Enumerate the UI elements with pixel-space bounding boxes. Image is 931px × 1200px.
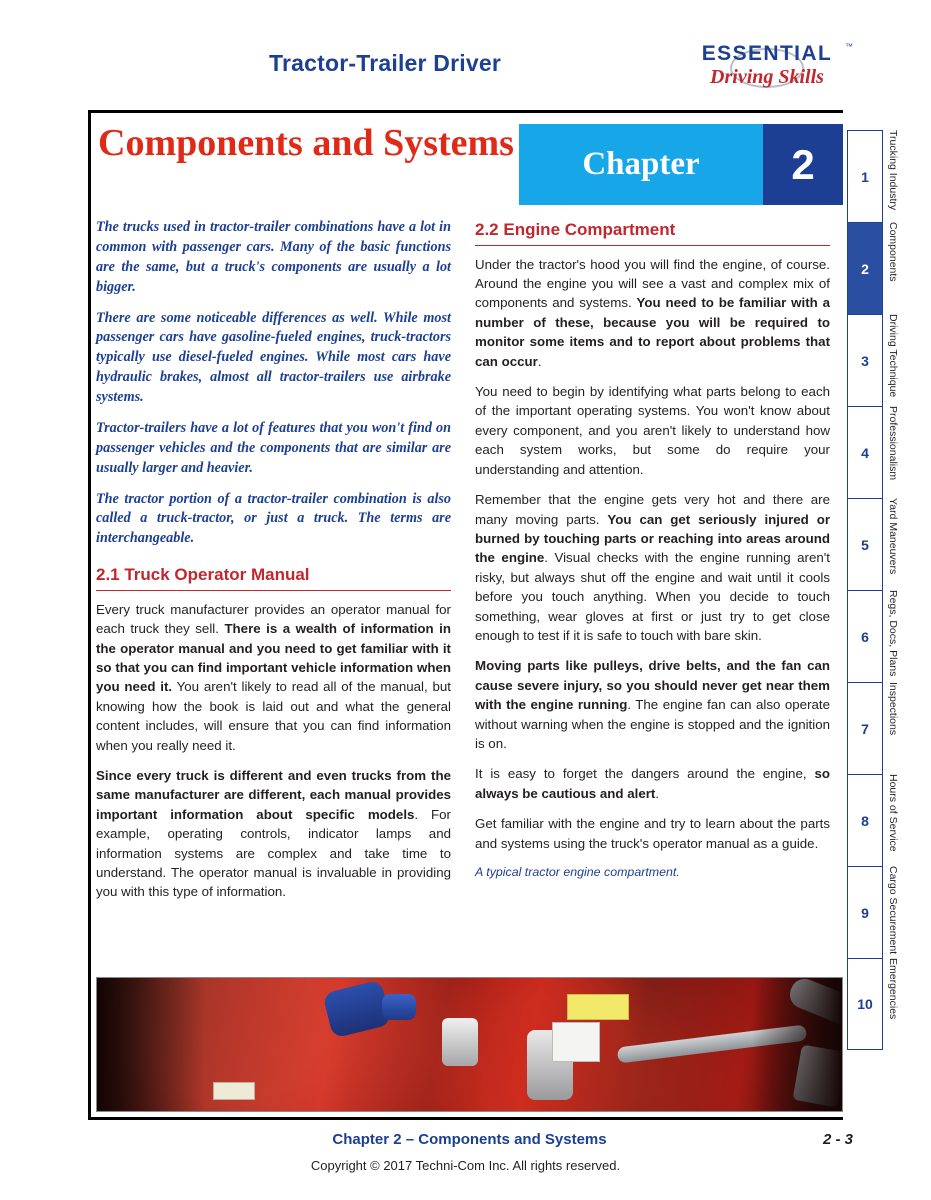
chapter-tab-number: 8 [861, 812, 869, 829]
page-title: Components and Systems [98, 122, 514, 164]
chapter-tab-label: Inspections [887, 682, 899, 736]
left-margin-rule [88, 110, 91, 1120]
logo-driving-skills-text: Driving Skills [710, 66, 824, 88]
footer-divider [88, 1117, 843, 1120]
chapter-tab-label: Driving Technique [887, 314, 899, 398]
chapter-tab-number: 3 [861, 352, 869, 369]
chapter-tab-label: Hours of Service [887, 774, 899, 852]
intro-paragraph: The tractor portion of a tractor-trailer combination is also called a truck-tractor, or just a truck. The terms are interchangeable. [96, 490, 451, 547]
chapter-tab[interactable] [847, 774, 883, 866]
chapter-tab-label: Regs, Docs, Plans [887, 590, 899, 677]
photo-reservoir-small [442, 1018, 478, 1066]
logo-trademark: ™ [845, 42, 853, 51]
logo-essential-text: ESSENTIAL [701, 42, 833, 65]
chapter-tab-label: Professionalism [887, 406, 899, 481]
photo-white-label [552, 1022, 600, 1062]
chapter-tab-number: 10 [857, 996, 873, 1012]
chapter-tab-label: Trucking Industry [887, 130, 899, 211]
figure-caption: A typical tractor engine compartment. [475, 865, 680, 880]
section-heading-2-1: 2.1 Truck Operator Manual [96, 565, 310, 585]
engine-compartment-photo [96, 977, 843, 1112]
body-paragraph: You need to begin by identifying what parts belong to each of the important operating systems. You won't know about every component, and you aren't likely to understand how each system works, but some do require your understanding and attention. [475, 384, 830, 477]
chapter-tab-number: 6 [861, 628, 869, 645]
footer-chapter-title: Chapter 2 – Components and Systems [332, 1131, 607, 1148]
chapter-tab-labels [883, 130, 903, 1058]
body-paragraph: Since every truck is different and even trucks from the same manufacturer are different, each manual provides important information about specific models. For example, operating controls, indicator lamps and information systems are complex and take time to understand. The operator manual is invaluable in providing you with this type of information. [96, 768, 451, 900]
header-divider [88, 110, 843, 113]
chapter-tab[interactable] [847, 130, 883, 222]
left-column [96, 218, 451, 913]
chapter-tab[interactable] [847, 222, 883, 314]
body-paragraph: It is easy to forget the dangers around the engine, so always be cautious and alert. [475, 766, 830, 801]
chapter-badge [519, 124, 843, 205]
photo-yellow-label [567, 994, 629, 1020]
chapter-tab-number: 9 [861, 904, 869, 921]
photo-blue-hose-2 [382, 994, 416, 1020]
section-rule [96, 590, 451, 591]
body-paragraph: Every truck manufacturer provides an operator manual for each truck they sell. There is a wealth of information in the operator manual and you need to get familiar with it so that you can find important vehicle information when you need it. You aren't likely to read all of the manual, but knowing how the book is laid out and what the general content includes, will ensure that you can find information when you really need it. [96, 601, 451, 753]
chapter-tab[interactable] [847, 958, 883, 1050]
chapter-badge-number: 2 [763, 124, 843, 205]
right-column [475, 218, 830, 882]
copyright-notice: Copyright © 2017 Techni-Com Inc. All rights reserved. [310, 1158, 621, 1173]
brand-logo [683, 40, 851, 96]
chapter-tab-label: Emergencies [887, 958, 899, 1020]
page-number: 2 - 3 [822, 1131, 853, 1148]
chapter-tab-number: 1 [861, 168, 869, 185]
chapter-tab-number: 2 [861, 260, 869, 277]
photo-shadow-right [752, 978, 842, 1112]
chapter-tab[interactable] [847, 498, 883, 590]
chapter-tab-label: Yard Maneuvers [887, 498, 899, 575]
running-head: Tractor-Trailer Driver [269, 50, 501, 76]
chapter-tab[interactable] [847, 682, 883, 774]
intro-paragraph: Tractor-trailers have a lot of features that you won't find on passenger vehicles and the components that are similar are usually larger and heavier. [96, 419, 451, 476]
body-paragraph: Moving parts like pulleys, drive belts, and the fan can cause severe injury, so you should never get near them with the engine running. The engine fan can also operate without warning when the engine is stopped and the ignition is on. [475, 658, 830, 751]
chapter-tab-number: 5 [861, 536, 869, 553]
body-paragraph: Under the tractor's hood you will find the engine, of course. Around the engine you will see a vast and complex mix of components and systems. You need to be familiar with a number of these, because you will be required to monitor some items and to report about problems that can occur. [475, 256, 830, 369]
chapter-tab[interactable] [847, 590, 883, 682]
right-body-paragraphs [475, 255, 830, 853]
left-body-paragraphs [96, 600, 451, 902]
page-header [0, 0, 931, 108]
intro-paragraph: The trucks used in tractor-trailer combinations have a lot in common with passenger cars. Many of the basic functions are the same, but a truck's components are usually a lot bigger. [96, 219, 451, 295]
chapter-tab-label: Cargo Securement [887, 866, 899, 955]
intro-block [96, 218, 451, 549]
photo-tag [213, 1082, 255, 1100]
chapter-badge-word: Chapter [519, 124, 763, 205]
intro-paragraph: There are some noticeable differences as well. While most passenger cars have gasoline-fueled engines, truck-tractors typically use diesel-fueled engines. While most cars have hydraulic brakes, almost all tractor-trailers use airbrake systems. [96, 309, 451, 405]
chapter-tab-number: 7 [861, 720, 869, 737]
chapter-tab[interactable] [847, 314, 883, 406]
body-paragraph: Remember that the engine gets very hot and there are many moving parts. You can get seriously injured or burned by touching parts or reaching into areas around the engine. Visual checks with the engine running aren't risky, but always shut off the engine and wait until it cools before you touch anything. When you decide to touch something, wear gloves at first or just try to get close enough to test if it is safe to touch with bare skin. [475, 492, 831, 643]
chapter-tab[interactable] [847, 866, 883, 958]
body-paragraph: Get familiar with the engine and try to learn about the parts and systems using the truck's operator manual as a guide. [475, 816, 830, 851]
chapter-tab[interactable] [847, 406, 883, 498]
section-heading-2-2: 2.2 Engine Compartment [475, 220, 676, 239]
chapter-tab-number: 4 [861, 444, 869, 461]
section-rule [475, 245, 830, 246]
chapter-tabs[interactable] [847, 130, 883, 1058]
photo-shadow-left [97, 978, 205, 1112]
chapter-tab-label: Components [887, 222, 899, 282]
